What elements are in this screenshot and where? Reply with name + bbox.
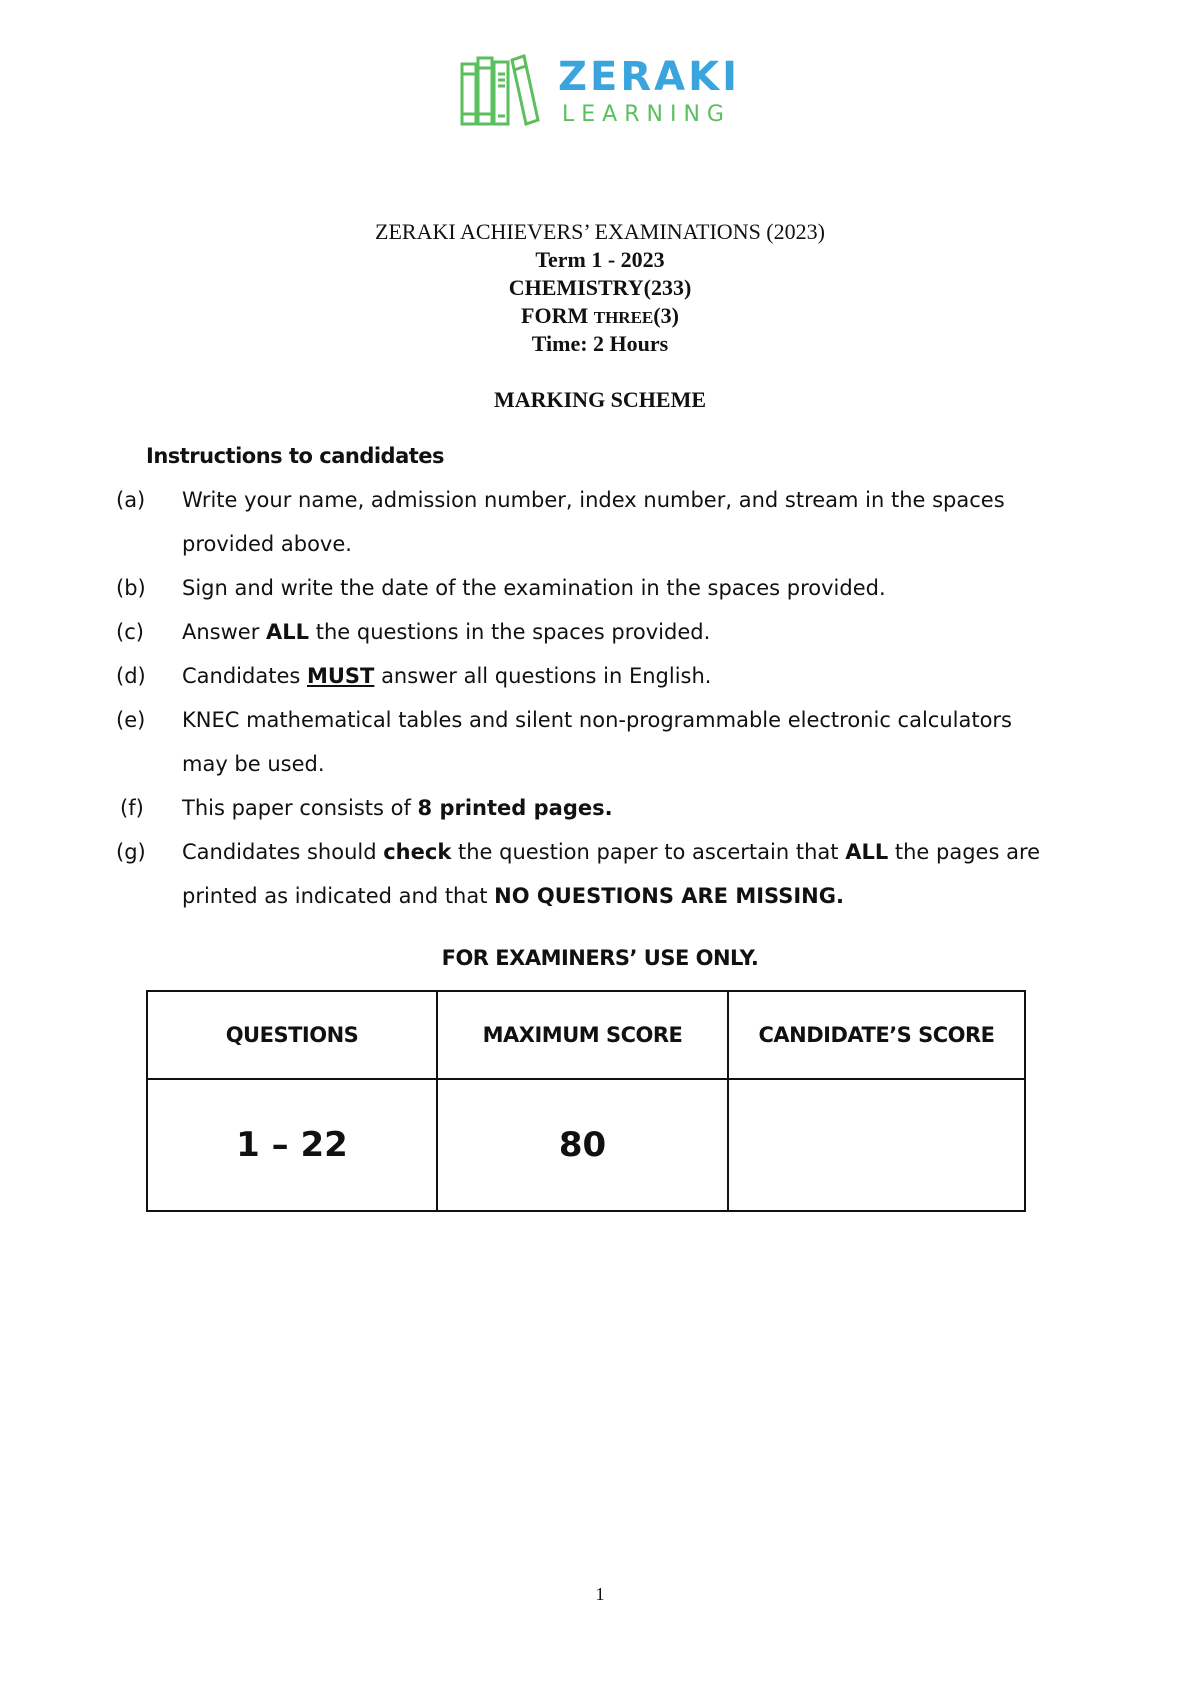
instruction-part: the question paper to ascertain that (451, 840, 846, 864)
instruction-label: (g) (116, 840, 146, 864)
instruction-item (116, 786, 1036, 830)
instruction-item (116, 830, 1041, 918)
zeraki-logo (458, 52, 758, 132)
instruction-item (116, 698, 1036, 786)
instruction-text (182, 478, 1042, 566)
instruction-label: (a) (116, 488, 146, 512)
instruction-part: printed as indicated and that (182, 884, 495, 908)
cell-candidate-score (728, 1079, 1025, 1211)
instruction-part: the pages are (888, 840, 1041, 864)
score-table (146, 990, 1026, 1212)
instruction-text: Sign and write the date of the examination in the spaces provided. (182, 576, 886, 600)
instruction-emphasis: NO QUESTIONS ARE MISSING. (494, 884, 844, 908)
instruction-part: This paper consists of (182, 796, 418, 820)
instruction-part: Candidates (182, 664, 307, 688)
instruction-part: Answer (182, 620, 267, 644)
cell-questions: 1 – 22 (147, 1079, 437, 1211)
exam-title: ZERAKI ACHIEVERS’ EXAMINATIONS (2023) (375, 219, 825, 244)
instruction-emphasis: MUST (306, 664, 375, 688)
instruction-line: KNEC mathematical tables and silent non-programmable electronic calculators (182, 708, 1013, 732)
books-icon (458, 52, 550, 128)
instruction-item (116, 566, 1036, 610)
cell-maximum-score: 80 (437, 1079, 728, 1211)
instructions-title: Instructions to candidates (146, 444, 445, 468)
examiners-title: FOR EXAMINERS’ USE ONLY. (441, 946, 759, 970)
instruction-emphasis: ALL (845, 840, 889, 864)
instruction-emphasis: 8 printed pages. (417, 796, 613, 820)
instruction-text (182, 786, 1042, 830)
page-number: 1 (595, 1584, 605, 1604)
exam-form-b: THREE (593, 308, 654, 327)
instruction-label: (d) (116, 664, 146, 688)
instruction-label: (f) (120, 796, 144, 820)
instruction-part: the questions in the spaces provided. (309, 620, 711, 644)
instruction-text (182, 830, 1042, 918)
instruction-line: provided above. (182, 532, 352, 556)
instruction-line: may be used. (182, 752, 325, 776)
table-row (147, 1079, 1025, 1211)
exam-form-a: FORM (521, 303, 594, 328)
instruction-item (116, 610, 1036, 654)
instruction-text (182, 610, 1042, 654)
logo-name: ZERAKI (558, 54, 740, 100)
instruction-label: (e) (116, 708, 146, 732)
instruction-label: (c) (116, 620, 144, 644)
table-header-row (147, 991, 1025, 1079)
header-candidate-score: CANDIDATE’S SCORE (728, 991, 1025, 1079)
instruction-part: answer all questions in English. (374, 664, 712, 688)
instruction-label: (b) (116, 576, 146, 600)
exam-form (0, 302, 1200, 332)
exam-term: Term 1 - 2023 (535, 247, 665, 272)
marking-scheme-title: MARKING SCHEME (493, 387, 707, 412)
instruction-part: Candidates should (182, 840, 384, 864)
instruction-item (116, 478, 1036, 566)
instruction-emphasis: check (383, 840, 452, 864)
header-questions: QUESTIONS (147, 991, 437, 1079)
instruction-line: Write your name, admission number, index number, and stream in the spaces (182, 488, 1005, 512)
exam-form-c: (3) (653, 303, 679, 328)
logo-subtitle: LEARNING (562, 102, 731, 127)
instruction-emphasis: ALL (266, 620, 310, 644)
header-maximum-score: MAXIMUM SCORE (437, 991, 728, 1079)
exam-subject: CHEMISTRY(233) (508, 275, 692, 300)
exam-time: Time: 2 Hours (531, 331, 669, 356)
instruction-text (182, 698, 1042, 786)
instruction-text (182, 654, 1042, 698)
instruction-item (116, 654, 1036, 698)
